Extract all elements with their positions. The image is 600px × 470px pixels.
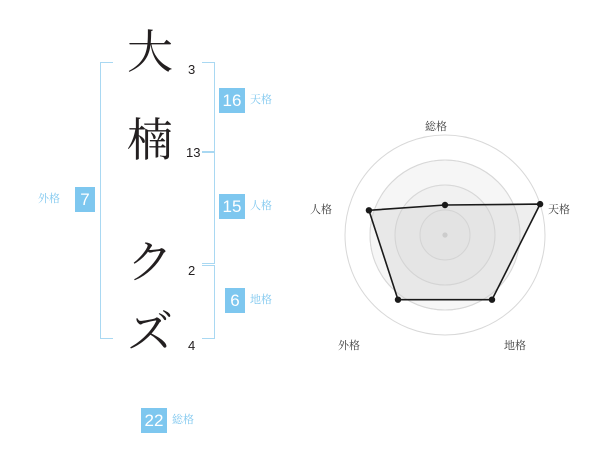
score-chikaku-value: 6 xyxy=(225,288,245,313)
stroke-count-3: 2 xyxy=(188,263,196,278)
score-chikaku-label: 地格 xyxy=(250,294,272,306)
radar-axis-label-chikaku: 地格 xyxy=(504,340,526,352)
radar-chart xyxy=(300,105,590,385)
bracket-gaikaku xyxy=(100,62,113,339)
radar-axis-label-soukaku: 総格 xyxy=(425,121,447,133)
score-jinkaku-label: 人格 xyxy=(250,200,272,212)
stroke-count-1: 3 xyxy=(188,62,196,77)
bracket-jinkaku xyxy=(202,152,215,264)
bracket-chikaku xyxy=(202,265,215,339)
score-tenkaku-value: 16 xyxy=(219,88,245,113)
score-jinkaku-value: 15 xyxy=(219,194,245,219)
score-soukaku-value: 22 xyxy=(141,408,167,433)
score-gaikaku-label: 外格 xyxy=(38,193,60,205)
radar-axis-label-tenkaku: 天格 xyxy=(548,204,570,216)
score-gaikaku-value: 7 xyxy=(75,187,95,212)
stroke-count-2: 13 xyxy=(186,145,201,160)
score-soukaku-label: 総格 xyxy=(172,414,194,426)
name-character-2: 楠 xyxy=(127,115,173,166)
name-character-1: 大 xyxy=(127,27,173,78)
score-tenkaku-label: 天格 xyxy=(250,94,272,106)
bracket-tenkaku xyxy=(202,62,215,152)
stroke-count-4: 4 xyxy=(188,338,196,353)
name-character-3: ク xyxy=(127,237,173,288)
name-character-4: ズ xyxy=(127,307,173,358)
radar-axis-label-gaikaku: 外格 xyxy=(338,340,360,352)
radar-axis-label-jinkaku: 人格 xyxy=(310,204,332,216)
